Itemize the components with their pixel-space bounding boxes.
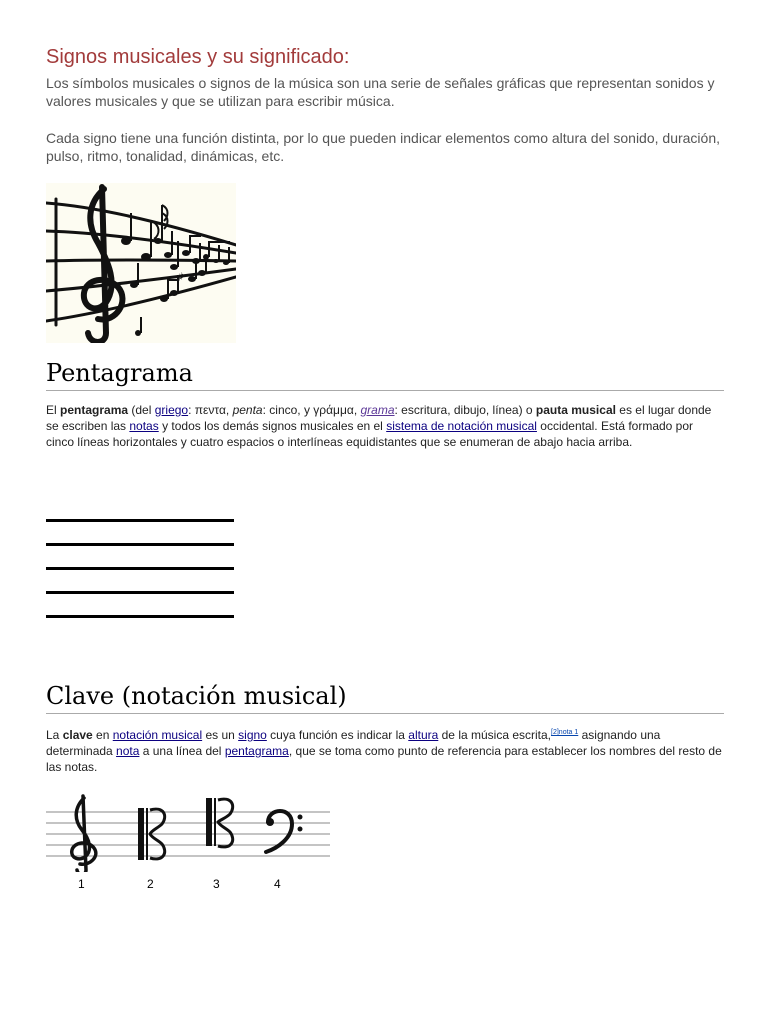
clefs-figure <box>46 792 330 902</box>
link-notas[interactable]: notas <box>129 419 159 433</box>
link-pentagrama[interactable]: pentagrama <box>224 744 289 758</box>
staff-line <box>46 591 234 594</box>
staff-line <box>46 519 234 522</box>
svg-text:♯: ♯ <box>178 270 184 284</box>
clef-label-3: 3 <box>213 877 220 891</box>
section-heading-clave: Clave (notación musical) <box>46 682 724 714</box>
link-signo[interactable]: signo <box>238 728 267 742</box>
clef-label-2: 2 <box>147 877 154 891</box>
link-altura[interactable]: altura <box>408 728 439 742</box>
page-title: Signos musicales y su significado: <box>46 46 350 68</box>
clef-label-1: 1 <box>78 877 85 891</box>
staff-lines-figure <box>46 519 234 621</box>
music-notes-image <box>46 183 236 343</box>
music-notes-illustration <box>46 183 236 343</box>
pentagrama-paragraph: El pentagrama (del griego: πεντα, penta: cinco, y γράμμα, grama: escritura, dibujo, línea) o pauta musical es el lugar donde se escriben las notas y todos los demás signos musicales en el sistema de notación musical occidental. Está formado por cinco líneas horizontales y cuatro espacios o interlíneas equidistantes que se enumeran de abajo hacia arriba. <box>46 403 712 449</box>
link-grama[interactable]: grama <box>360 403 395 417</box>
section-heading-pentagrama: Pentagrama <box>46 359 724 391</box>
link-griego[interactable]: griego <box>154 403 189 417</box>
link-notacion-musical[interactable]: notación musical <box>112 728 203 742</box>
staff-line <box>46 543 234 546</box>
staff-line <box>46 615 234 618</box>
footnote-reference: [2]nota 1 <box>551 729 579 736</box>
intro-paragraph-2: Cada signo tiene una función distinta, por lo que pueden indicar elementos como altura del sonido, duración, pulso, ritmo, tonalidad, dinámicas, etc. <box>46 130 720 164</box>
clef-label-4: 4 <box>274 877 281 891</box>
staff-line <box>46 567 234 570</box>
clefs-illustration <box>46 792 330 872</box>
intro-paragraph-1: Los símbolos musicales o signos de la música son una serie de señales gráficas que representan sonidos y valores musicales y que se utilizan para escribir música. <box>46 75 715 109</box>
link-sistema-notacion[interactable]: sistema de notación musical <box>386 419 537 433</box>
link-nota[interactable]: nota <box>116 744 140 758</box>
clave-paragraph: La clave en notación musical es un signo cuya función es indicar la altura de la música escrita,$^{[2]nota 1}$ asignando una determinada nota a una línea del pentagrama, que se toma como punto de referencia para establecer los nombres del resto de las notas. <box>46 728 722 774</box>
